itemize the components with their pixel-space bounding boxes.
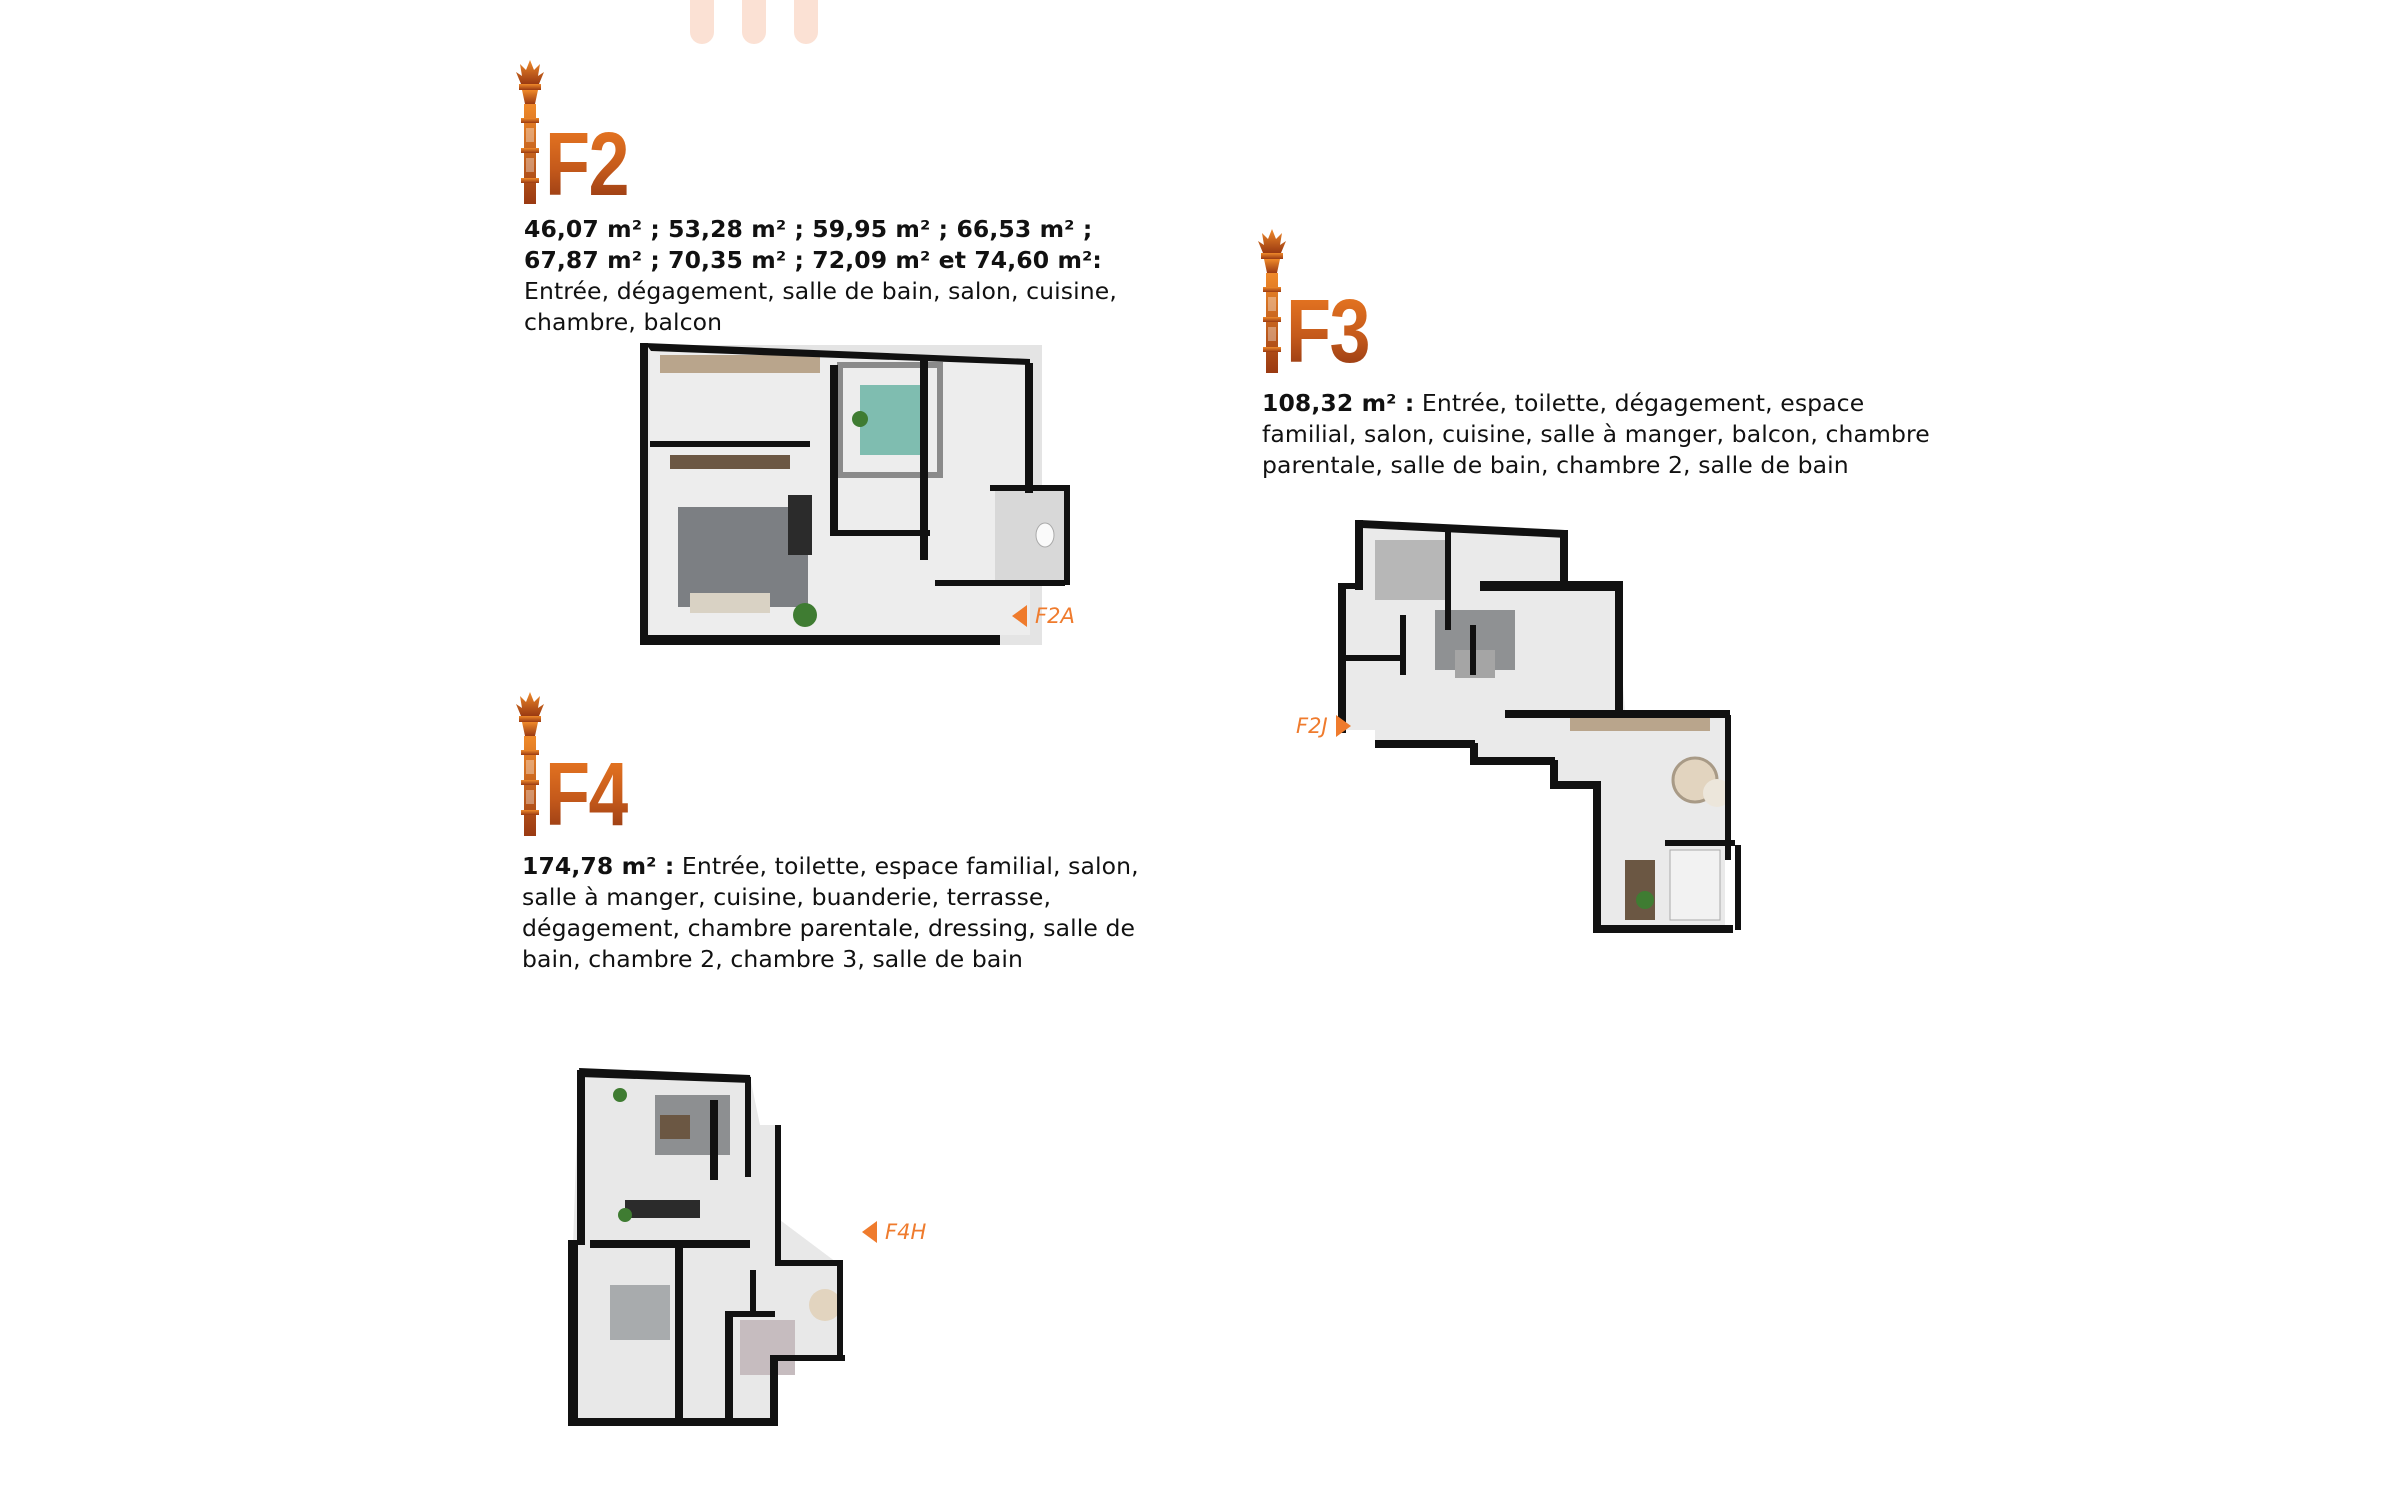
unit-tag-f4h (862, 1220, 926, 1244)
area-list: 46,07 m² ; 53,28 m² ; 59,95 m² ; 66,53 m² ; 67,87 m² ; 70,35 m² ; 72,09 m² et 74,60 m²: (524, 215, 1102, 274)
unit-tag-f2j (1296, 714, 1351, 738)
area-list: 108,32 m² : (1262, 389, 1415, 417)
area-list: 174,78 m² : (522, 852, 675, 880)
decor-tab (742, 0, 766, 44)
unit-tag-label: F2J (1296, 714, 1328, 738)
unit-tag-label: F4H (885, 1220, 927, 1244)
torch-icon (513, 690, 547, 840)
unit-description-f3 (1262, 388, 1932, 481)
floor-plan-f4 (565, 1065, 925, 1430)
room-list: Entrée, toilette, dégagement, espace familial, salon, cuisine, salle à manger, balcon, chambre parentale, salle de bain, chambre 2, salle de bain (1262, 389, 1930, 479)
triangle-left-icon (1012, 605, 1027, 627)
unit-title-f4: F4 (545, 745, 628, 845)
unit-tag-f2a (1012, 604, 1075, 628)
room-list: Entrée, toilette, espace familial, salon, salle à manger, cuisine, buanderie, terrasse, dégagement, chambre parentale, dressing, salle de bain, chambre 2, chambre 3, salle de bain (522, 852, 1139, 973)
unit-title-f3: F3 (1286, 282, 1369, 382)
unit-tag-label: F2A (1035, 604, 1075, 628)
unit-title-f2: F2 (545, 115, 628, 215)
decor-tab (794, 0, 818, 44)
torch-icon (513, 58, 547, 208)
floor-plan-f3 (1305, 515, 1790, 940)
torch-icon (1255, 227, 1289, 377)
triangle-right-icon (1336, 715, 1351, 737)
unit-description-f4 (522, 851, 1172, 975)
room-list: Entrée, dégagement, salle de bain, salon, cuisine, chambre, balcon (524, 277, 1117, 336)
triangle-left-icon (862, 1221, 877, 1243)
unit-description-f2 (524, 214, 1154, 338)
decor-tab (690, 0, 714, 44)
